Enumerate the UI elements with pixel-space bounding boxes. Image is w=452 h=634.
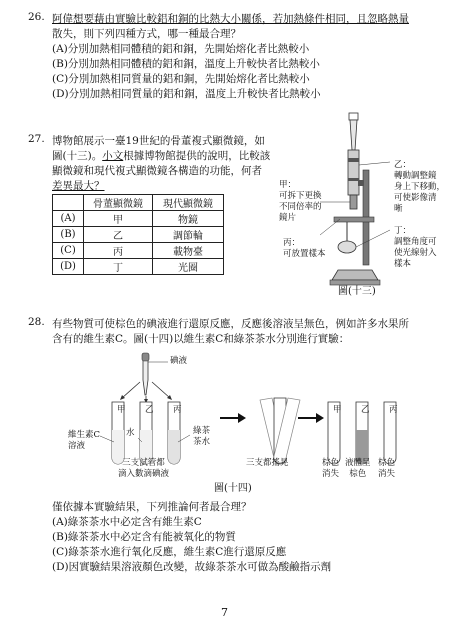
q27-stem-line3: 顯微鏡和現代複式顯微鏡各構造的功能，何者 <box>52 165 262 177</box>
q26-option-c: (C)分別加熱相同質量的鋁和銅，先開始熔化者比熱較小 <box>52 73 310 85</box>
header-modern: 現代顯微鏡 <box>153 195 224 211</box>
label-yi: 乙： 轉動調整鏡 身上下移動， 可使影像清 晰 <box>394 160 446 214</box>
label-jia: 甲： 可拆下更換 不同倍率的 鏡片 <box>279 180 322 223</box>
tube-label-yi: 乙 <box>145 405 154 415</box>
green-tea-label: 綠茶 茶水 <box>193 426 211 447</box>
result-tube-label-jia: 甲 <box>333 405 342 415</box>
tube-label-jia: 甲 <box>117 405 126 415</box>
table-row: (B) 乙 調節輪 <box>53 227 224 243</box>
q27-figure-ref: 圖(十三)。 <box>52 150 103 162</box>
q28-option-b: (B)綠茶茶水中必定含有能被氧化的物質 <box>52 531 236 543</box>
step1-label: 三支試管都 滴入數滴碘液 <box>118 458 170 479</box>
q26-option-b: (B)分別加熱相同體積的鋁和銅，溫度上升較快者比熱較小 <box>52 58 320 70</box>
q28-option-c: (C)綠茶茶水進行氧化反應，維生素C進行還原反應 <box>52 546 287 558</box>
result-yi: 液體呈 棕色 <box>345 458 371 479</box>
figure-13-caption: 圖(十三) <box>338 286 376 297</box>
q27-stem-line2 <box>52 148 270 163</box>
q28-number: 28. <box>28 316 45 328</box>
q26-option-d: (D)分別加熱相同質量的鋁和銅，溫度上升較快者比熱較小 <box>52 88 321 100</box>
q27-stem-rest: 根據博物館提供的說明，比較該 <box>123 150 271 162</box>
result-tube-label-bing: 丙 <box>389 405 398 415</box>
q27-emphasis: 差異最大？ <box>52 180 105 192</box>
iodine-label: 碘液 <box>170 356 188 366</box>
q28-stem-line2: 含有的維生素C。圖(十四)以維生素C和綠茶茶水分別進行實驗： <box>52 333 350 345</box>
vitamin-c-label: 維生素C 溶液 <box>68 430 101 451</box>
q27-person-name: 小文 <box>102 150 124 162</box>
q28-question: 僅依據本實驗結果，下列推論何者最合理？ <box>52 501 252 513</box>
q28-option-a: (A)綠茶茶水中必定含有維生素C <box>52 516 202 528</box>
result-bing: 棕色 消失 <box>378 458 396 479</box>
antique-microscope-figure <box>320 110 390 295</box>
q28-option-d: (D)因實驗結果溶液顏色改變，故綠茶茶水可做為酸鹼指示劑 <box>52 561 332 573</box>
q27-number: 27. <box>28 133 45 145</box>
q26-stem-line2: 散失，則下列四種方式，哪一種最合理？ <box>52 28 241 40</box>
q26-stem-line1 <box>52 11 409 26</box>
table-row: (C) 丙 載物臺 <box>53 243 224 259</box>
q27-comparison-table <box>52 194 224 275</box>
q26-number: 26. <box>28 11 45 23</box>
header-antique: 骨董顯微鏡 <box>84 195 153 211</box>
label-ding: 丁： 調整角度可 使光線射入 樣本 <box>394 226 437 269</box>
tubes-shaking <box>260 398 300 464</box>
step2-label: 三支都搖晃 <box>246 458 289 468</box>
q27-stem-line1: 博物館展示一臺19世紀的骨董複式顯微鏡，如 <box>52 135 265 147</box>
water-label: 水 <box>126 428 135 438</box>
result-tube-label-yi: 乙 <box>361 405 370 415</box>
result-jia: 棕色 消失 <box>322 458 340 479</box>
table-header-row <box>53 195 224 211</box>
q26-option-a: (A)分別加熱相同體積的鋁和銅，先開始熔化者比熱較小 <box>52 43 310 55</box>
figure-14-caption: 圖(十四) <box>214 483 252 494</box>
q27-stem-line4 <box>52 178 105 193</box>
label-bing: 丙： 可放置樣本 <box>283 238 326 259</box>
q28-stem-line1: 有些物質可使棕色的碘液進行還原反應，反應後溶液呈無色，例如許多水果所 <box>52 318 409 330</box>
table-row: (A) 甲 物鏡 <box>53 211 224 227</box>
q26-stem: 阿偉想要藉由實驗比較鋁和銅的比熱大小關係，若加熱條件相同，且忽略熱量 <box>52 13 409 25</box>
page-number: 7 <box>221 606 228 619</box>
tube-label-bing: 丙 <box>173 405 182 415</box>
table-row: (D) 丁 光圈 <box>53 259 224 275</box>
